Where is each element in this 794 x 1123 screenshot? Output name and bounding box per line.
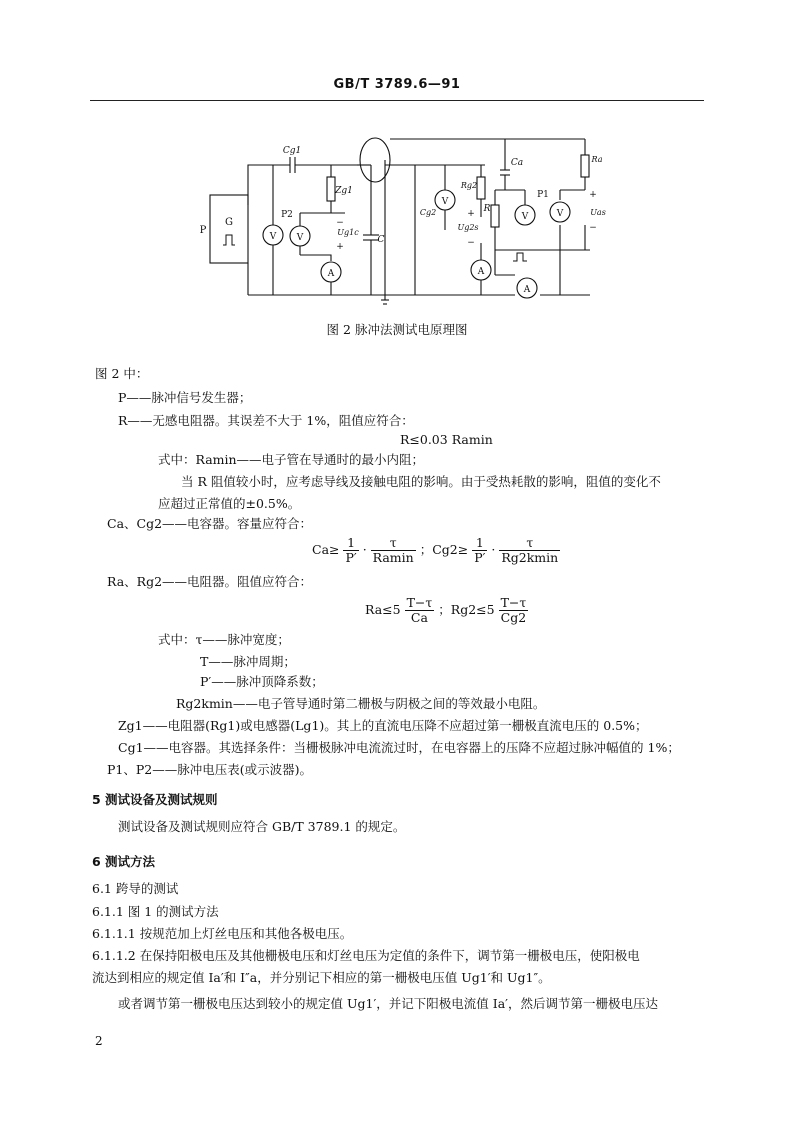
label-plus: + — [336, 242, 344, 252]
def-p: P——脉冲信号发生器； — [118, 390, 252, 405]
label-zg1: Zg1 — [335, 186, 353, 196]
generator-box — [210, 195, 248, 263]
label-uas: Uas — [590, 208, 606, 217]
label-v: V — [521, 212, 529, 222]
label-ug1c: Ug1c — [337, 228, 359, 237]
section-5-body: 测试设备及测试规则应符合 GB/T 3789.1 的规定。 — [118, 819, 406, 834]
label-c: C — [377, 235, 385, 245]
def-zg1: Zg1——电阻器(Rg1)或电感器(Lg1)。其上的直流电压降不应超过第一栅极直流电压的 0.5%； — [118, 718, 648, 733]
label-plus: + — [467, 209, 475, 219]
frac-num: τ — [371, 536, 416, 551]
formula-cap-lhs: Ca≥ — [312, 542, 340, 557]
frac-den: P′ — [474, 550, 486, 565]
section-6-1: 6.1 跨导的测试 — [92, 881, 179, 896]
frac-den: P′ — [345, 550, 357, 565]
label-cg2: Cg2 — [419, 208, 437, 217]
frac-num: T−τ — [406, 595, 433, 610]
formula-r: R≤0.03 Ramin — [400, 432, 493, 447]
frac-den: Ca — [410, 610, 428, 625]
figure-caption: 图 2 脉冲法测试电原理图 — [326, 322, 468, 337]
label-rg2: Rg2 — [460, 181, 478, 190]
label-r: R — [483, 204, 491, 214]
where-T: T——脉冲周期； — [200, 654, 296, 669]
figure-intro: 图 2 中： — [95, 366, 149, 381]
section-5-heading: 5 测试设备及测试规则 — [92, 792, 218, 807]
def-cg1: Cg1——电容器。其选择条件：当栅极脉冲电流流过时，在电容器上的压降不应超过脉冲幅值的 1%； — [118, 740, 680, 755]
frac-den: Cg2 — [500, 610, 527, 625]
label-a: A — [477, 267, 485, 277]
label-v: V — [269, 232, 277, 242]
def-cap: Ca、Cg2——电容器。容量应符合： — [107, 516, 313, 531]
section-6-1-1-2-cont: 流达到相应的规定值 Ia′和 I″a，并分别记下相应的第一栅极电压值 Ug1′和 Ug1″。 — [92, 970, 551, 985]
formula-cap: Ca≥ $\frac{1}{P'}$ · $\frac{\tau}{Ramin}$ ；Cg2≥ $\frac{1}{P'}$ · $\frac{\tau}{Rg2kmin}$ — [312, 535, 559, 565]
section-6-1-1: 6.1.1 图 1 的测试方法 — [92, 904, 219, 919]
formula-res — [365, 596, 528, 625]
section-6-1-1-1: 6.1.1.1 按规范加上灯丝电压和其他各极电压。 — [92, 926, 353, 941]
where-tau: 式中：τ——脉冲宽度； — [158, 632, 290, 647]
def-res: Ra、Rg2——电阻器。阻值应符合： — [107, 574, 313, 589]
frac-num: τ — [499, 536, 560, 551]
frac-num: 1 — [472, 536, 487, 551]
label-minus: − — [336, 218, 344, 228]
def-r-where: 式中：Ramin——电子管在导通时的最小内阻； — [158, 452, 425, 467]
frac-num: T−τ — [500, 595, 527, 610]
label-a: A — [327, 269, 335, 279]
label-v: V — [296, 233, 304, 243]
label-ca: Ca — [510, 158, 524, 168]
formula-cap-sep: ；Cg2≥ — [419, 542, 469, 557]
circuit-diagram — [195, 135, 625, 320]
label-ug2s: Ug2s — [457, 223, 479, 232]
label-v: V — [556, 209, 564, 219]
def-r-note2: 应超过正常值的±0.5%。 — [158, 496, 301, 511]
formula-res-sep: ；Rg2≤5 — [438, 602, 495, 617]
label-v: V — [441, 197, 449, 207]
label-a: A — [523, 285, 531, 295]
header-rule — [90, 100, 704, 101]
frac-den: Rg2kmin — [501, 550, 559, 565]
def-r-note1: 当 R 阻值较小时，应考虑导线及接触电阻的影响。由于受热耗散的影响，阻值的变化不 — [181, 474, 661, 489]
section-6-1-1-2-alt: 或者调节第一栅极电压达到较小的规定值 Ug1′，并记下阳极电流值 Ia′，然后调节第一栅极电压达 — [118, 996, 659, 1011]
frac-num: 1 — [343, 536, 358, 551]
where-rg2k: Rg2kmin——电子管导通时第二栅极与阴极之间的等效最小电阻。 — [176, 696, 546, 711]
where-P: P′——脉冲顶降系数； — [200, 674, 324, 689]
label-minus: − — [589, 223, 597, 233]
def-p12: P1、P2——脉冲电压表(或示波器)。 — [107, 762, 312, 777]
label-p: P — [199, 225, 207, 236]
frac-den: Ramin — [372, 550, 414, 565]
def-r: R——无感电阻器。其误差不大于 1%，阻值应符合： — [118, 413, 414, 428]
formula-res-lhs: Ra≤5 — [365, 602, 401, 617]
page-number: 2 — [95, 1034, 103, 1048]
label-plus: + — [589, 190, 597, 200]
label-p2: P2 — [281, 210, 293, 220]
label-cg1: Cg1 — [282, 146, 302, 156]
label-minus: − — [467, 238, 475, 248]
section-6-heading: 6 测试方法 — [92, 854, 156, 869]
page-header: GB/T 3789.6—91 — [333, 77, 461, 92]
label-p1: P1 — [537, 190, 549, 200]
section-6-1-1-2: 6.1.1.2 在保持阳极电压及其他栅极电压和灯丝电压为定值的条件下，调节第一栅极电压，使阳极电 — [92, 948, 640, 963]
label-ra: Ra — [591, 155, 603, 164]
label-g: G — [225, 217, 233, 228]
